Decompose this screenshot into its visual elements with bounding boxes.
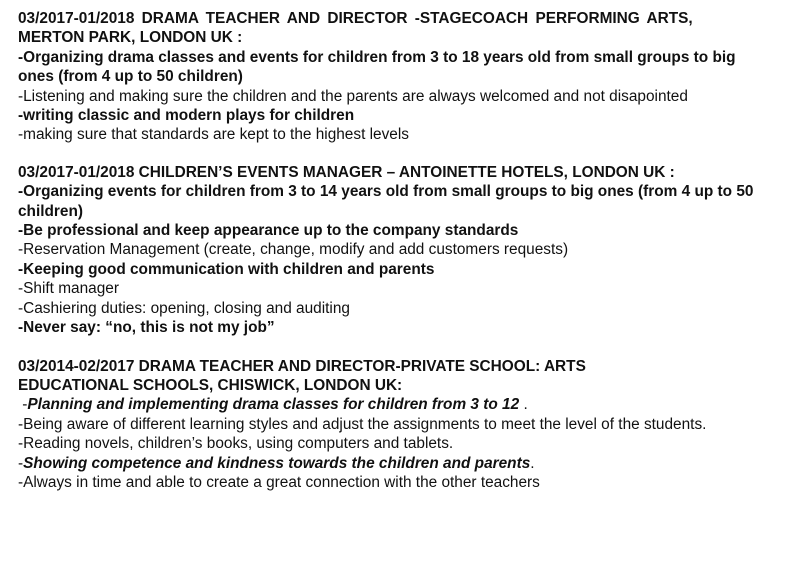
item-dash: - <box>18 454 24 472</box>
item-emphasis: Showing competence and kindness towards the children and parents <box>23 454 531 472</box>
list-item <box>18 454 778 473</box>
list-item: -Shift manager <box>18 280 119 298</box>
item-tail: . <box>519 396 528 414</box>
list-item: -Listening and making sure the children and the parents are always welcomed and not disapointed <box>18 87 688 105</box>
list-item: -Never say: “no, this is not my job” <box>18 319 275 337</box>
list-item: -Cashiering duties: opening, closing and auditing <box>18 299 350 317</box>
list-item: -Organizing drama classes and events for children from 3 to 18 years old from small groups to big ones (from 4 up to 50 children) <box>18 48 736 86</box>
list-item: -Always in time and able to create a great connection with the other teachers <box>18 473 540 491</box>
section-header-line2: MERTON PARK, LONDON UK : <box>18 29 243 47</box>
section-spacer <box>18 145 778 163</box>
experience-section-arts-educational <box>18 357 778 493</box>
section-spacer <box>18 338 778 357</box>
list-item: -Keeping good communication with children and parents <box>18 260 435 278</box>
item-emphasis: Planning and implementing drama classes for children from 3 to 12 <box>27 396 520 414</box>
item-dash: - <box>18 396 28 414</box>
list-item: -Reservation Management (create, change, modify and add customers requests) <box>18 241 569 259</box>
section-header-line1: 03/2014-02/2017 DRAMA TEACHER AND DIRECTOR-PRIVATE SCHOOL: ARTS <box>18 357 586 375</box>
section-header-line1: 03/2017-01/2018 DRAMA TEACHER AND DIRECTOR -STAGECOACH PERFORMING ARTS, <box>18 10 693 27</box>
list-item: -Be professional and keep appearance up to the company standards <box>18 222 519 240</box>
experience-section-stagecoach <box>18 9 778 145</box>
list-item: -Organizing events for children from 3 to 14 years old from small groups to big ones (from 4 up to 50 children) <box>18 183 754 220</box>
cv-document <box>18 9 778 492</box>
list-item: -Being aware of different learning styles and adjust the assignments to meet the level of the students. <box>18 415 707 433</box>
item-tail: . <box>530 454 535 472</box>
list-item: -Reading novels, children’s books, using computers and tablets. <box>18 435 454 453</box>
section-header: 03/2017-01/2018 CHILDREN’S EVENTS MANAGER – ANTOINETTE HOTELS, LONDON UK : <box>18 163 675 181</box>
list-item <box>18 395 778 414</box>
list-item: -writing classic and modern plays for children <box>18 107 355 125</box>
section-header-line2: EDUCATIONAL SCHOOLS, CHISWICK, LONDON UK: <box>18 376 403 394</box>
list-item: -making sure that standards are kept to the highest levels <box>18 126 409 144</box>
experience-section-antoinette <box>18 163 778 338</box>
